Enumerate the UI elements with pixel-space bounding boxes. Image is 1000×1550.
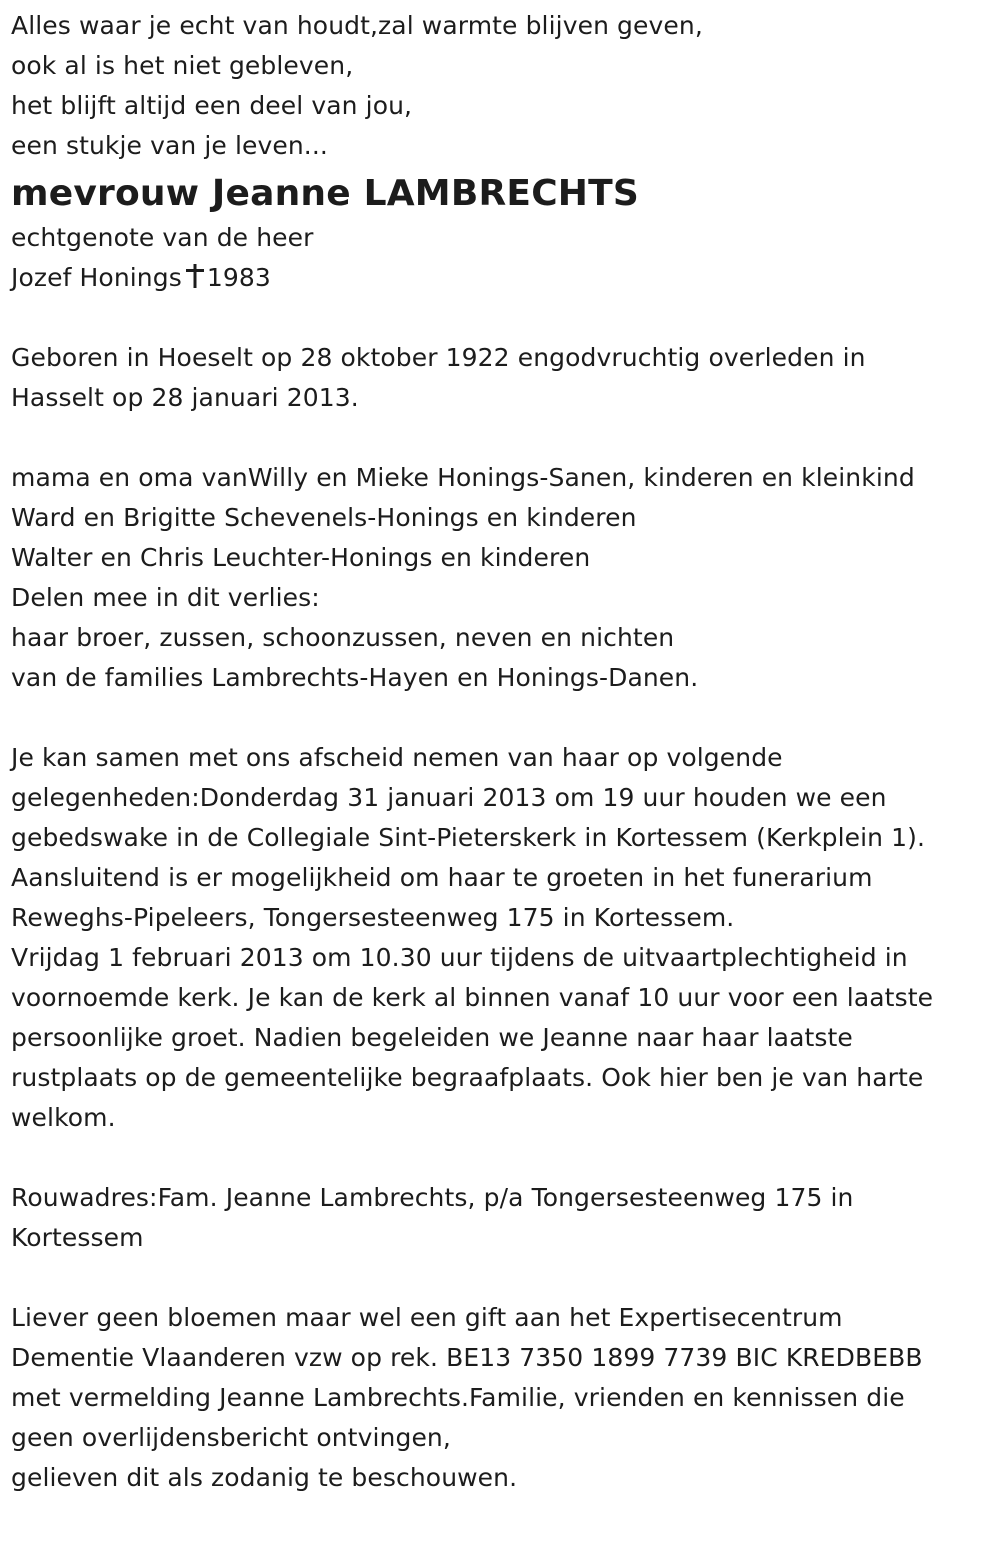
- text-line: Geboren in Hoeselt op 28 oktober 1922 engodvruchtig overleden in: [11, 343, 866, 372]
- obituary-notice: [11, 6, 991, 1498]
- text-line: Dementie Vlaanderen vzw op rek. BE13 7350 1899 7739 BIC KREDBEBB: [11, 1343, 923, 1372]
- text-line: rustplaats op de gemeentelijke begraafplaats. Ook hier ben je van harte: [11, 1063, 924, 1092]
- text-line: gebedswake in de Collegiale Sint-Pieterskerk in Kortessem (Kerkplein 1).: [11, 823, 926, 852]
- text-line: mama en oma vanWilly en Mieke Honings-Sanen, kinderen en kleinkind: [11, 463, 915, 492]
- text-line: Rouwadres:Fam. Jeanne Lambrechts, p/a Tongersesteenweg 175 in: [11, 1183, 854, 1212]
- poem-line: ook al is het niet gebleven,: [11, 51, 354, 80]
- text-line: voornoemde kerk. Je kan de kerk al binnen vanaf 10 uur voor een laatste: [11, 983, 934, 1012]
- spouse-info: [11, 218, 991, 298]
- spouse-name: Jozef Honings: [11, 263, 182, 292]
- text-line: Walter en Chris Leuchter-Honings en kinderen: [11, 543, 591, 572]
- text-line: met vermelding Jeanne Lambrechts.Familie, vrienden en kennissen die: [11, 1383, 905, 1412]
- farewell-paragraph: [11, 738, 991, 1138]
- text-line: Delen mee in dit verlies:: [11, 583, 320, 612]
- deceased-name: mevrouw Jeanne LAMBRECHTS: [11, 173, 640, 214]
- text-line: Reweghs-Pipeleers, Tongersesteenweg 175 in Kortessem.: [11, 903, 735, 932]
- spouse-line: [11, 258, 991, 298]
- poem-line: Alles waar je echt van houdt,zal warmte blijven geven,: [11, 11, 703, 40]
- birth-death-paragraph: [11, 338, 991, 418]
- family-paragraph: [11, 458, 991, 698]
- cross-icon: [186, 264, 204, 288]
- text-line: haar broer, zussen, schoonzussen, neven en nichten: [11, 623, 675, 652]
- text-line: Vrijdag 1 februari 2013 om 10.30 uur tijdens de uitvaartplechtigheid in: [11, 943, 908, 972]
- text-line: welkom.: [11, 1103, 116, 1132]
- text-line: van de families Lambrechts-Hayen en Honings-Danen.: [11, 663, 699, 692]
- gift-paragraph: [11, 1298, 991, 1498]
- spouse-intro: echtgenote van de heer: [11, 223, 314, 252]
- text-line: gelieven dit als zodanig te beschouwen.: [11, 1463, 518, 1492]
- text-line: Aansluitend is er mogelijkheid om haar te groeten in het funerarium: [11, 863, 873, 892]
- poem: [11, 6, 991, 166]
- text-line: Kortessem: [11, 1223, 144, 1252]
- poem-line: het blijft altijd een deel van jou,: [11, 91, 413, 120]
- text-line: Je kan samen met ons afscheid nemen van haar op volgende: [11, 743, 783, 772]
- address-paragraph: [11, 1178, 991, 1258]
- text-line: geen overlijdensbericht ontvingen,: [11, 1423, 451, 1452]
- poem-line: een stukje van je leven...: [11, 131, 328, 160]
- text-line: gelegenheden:Donderdag 31 januari 2013 om 19 uur houden we een: [11, 783, 887, 812]
- text-line: Liever geen bloemen maar wel een gift aan het Expertisecentrum: [11, 1303, 843, 1332]
- text-line: Ward en Brigitte Schevenels-Honings en kinderen: [11, 503, 637, 532]
- text-line: Hasselt op 28 januari 2013.: [11, 383, 359, 412]
- spouse-death-year: 1983: [206, 263, 271, 292]
- text-line: persoonlijke groet. Nadien begeleiden we Jeanne naar haar laatste: [11, 1023, 853, 1052]
